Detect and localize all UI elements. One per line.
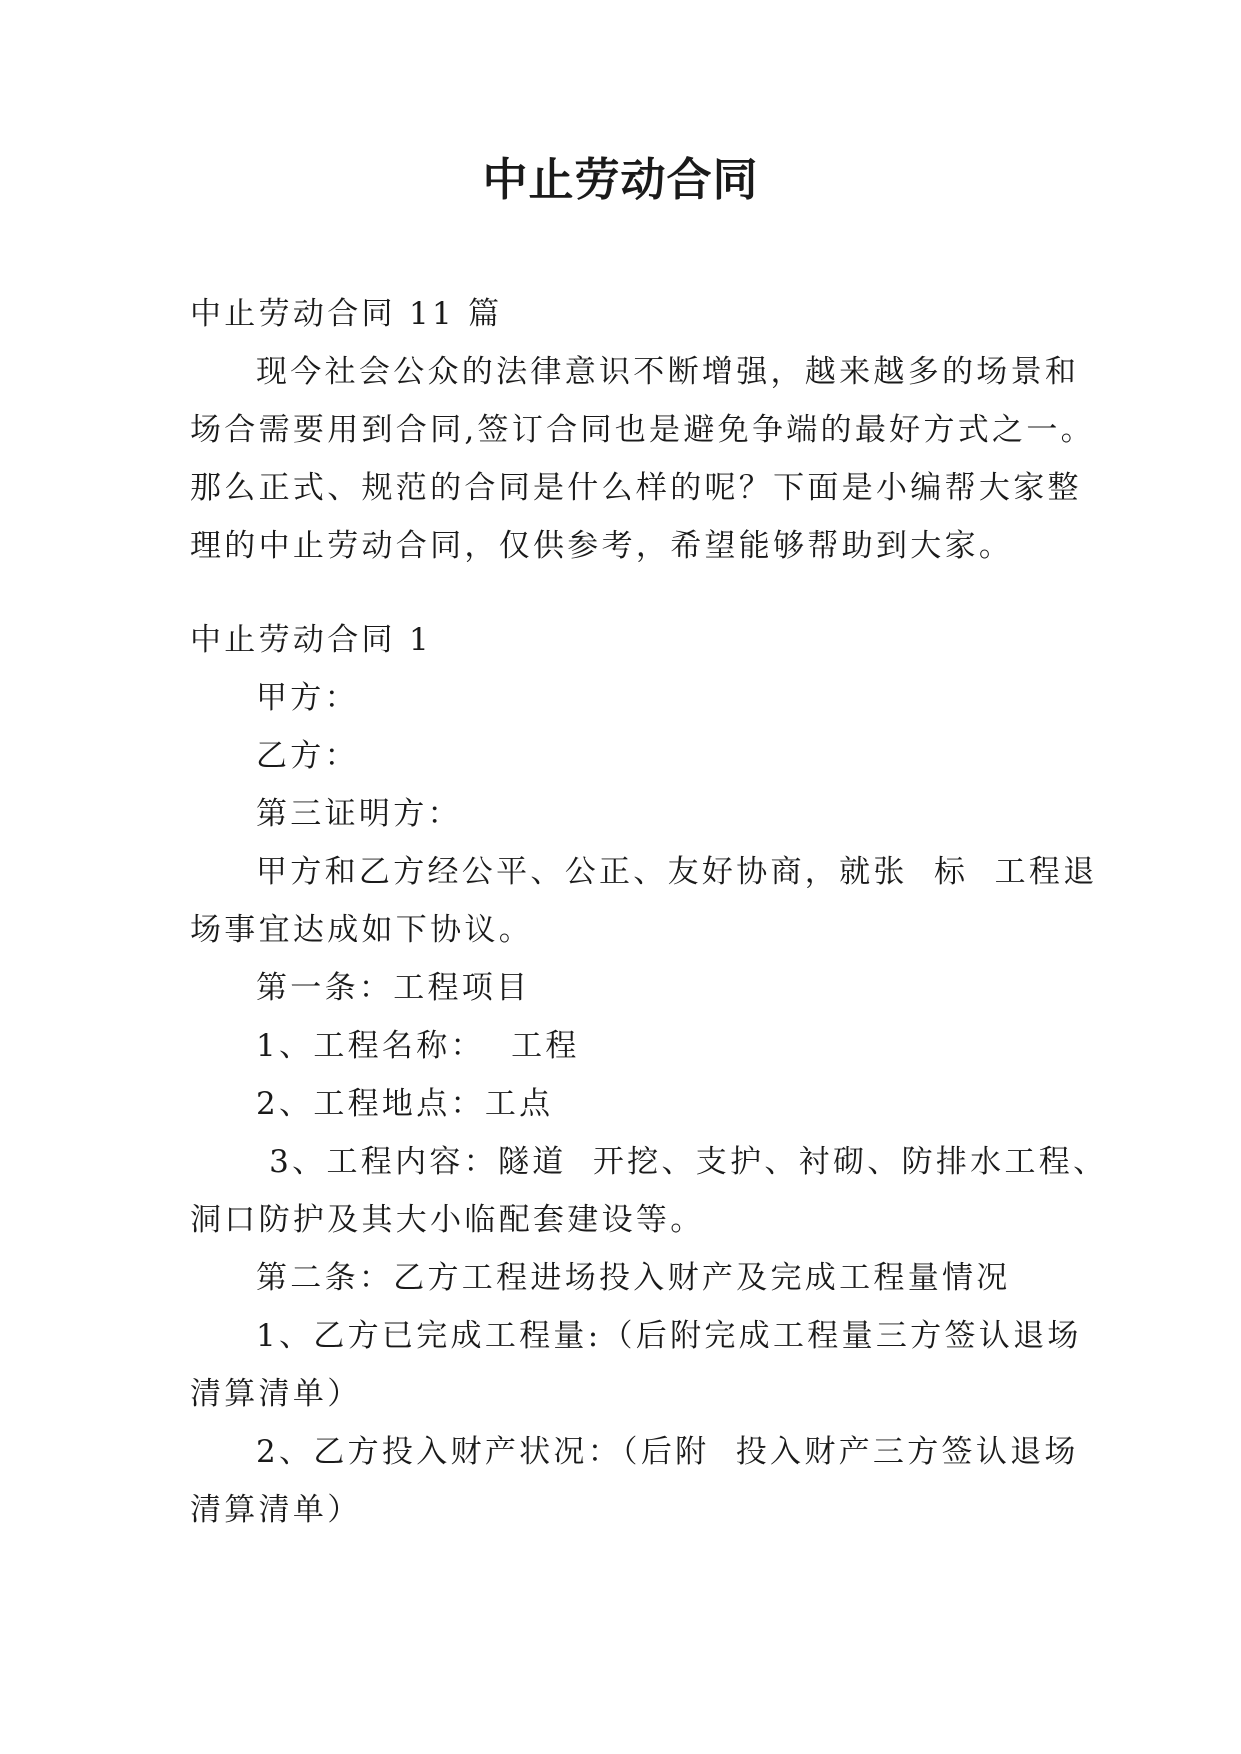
party-c-line: 第三证明方： — [256, 796, 462, 832]
section-heading: 中止劳动合同 1 — [190, 622, 432, 658]
series-heading: 中止劳动合同 11 篇 — [190, 296, 503, 332]
article-1-item-2: 2、工程地点：工点 — [256, 1086, 554, 1122]
intro-paragraph-line: 理的中止劳动合同，仅供参考，希望能够帮助到大家。 — [190, 528, 1014, 564]
document-title: 中止劳动合同 — [482, 153, 759, 206]
agreement-paragraph-line: 甲方和乙方经公平、公正、友好协商，就张 标 工程退 — [256, 854, 1098, 890]
document-body — [190, 285, 1108, 1539]
agreement-paragraph-line: 场事宜达成如下协议。 — [190, 912, 533, 948]
party-b-line: 乙方： — [256, 738, 359, 774]
article-2-item-2-line: 清算清单） — [190, 1492, 362, 1528]
article-1-item-3-line: 洞口防护及其大小临配套建设等。 — [190, 1202, 705, 1238]
article-1-heading: 第一条：工程项目 — [256, 970, 531, 1006]
article-2-item-2-line: 2、乙方投入财产状况：（后附 投入财产三方签认退场 — [256, 1434, 1079, 1470]
article-1-item-3-line: 3、工程内容：隧道 开挖、支护、衬砌、防排水工程、 — [256, 1144, 1108, 1180]
article-2-heading: 第二条：乙方工程进场投入财产及完成工程量情况 — [256, 1260, 1011, 1296]
article-2-item-1-line: 清算清单） — [190, 1376, 362, 1412]
party-a-line: 甲方： — [256, 680, 359, 716]
intro-paragraph-line: 场合需要用到合同,签订合同也是避免争端的最好方式之一。 — [190, 412, 1095, 448]
article-2-item-1-line: 1、乙方已完成工程量:（后附完成工程量三方签认退场 — [256, 1318, 1082, 1354]
intro-paragraph-line: 那么正式、规范的合同是什么样的呢？下面是小编帮大家整 — [190, 470, 1082, 506]
intro-paragraph-line: 现今社会公众的法律意识不断增强，越来越多的场景和 — [256, 354, 1080, 390]
article-1-item-1: 1、工程名称： 工程 — [256, 1028, 580, 1064]
